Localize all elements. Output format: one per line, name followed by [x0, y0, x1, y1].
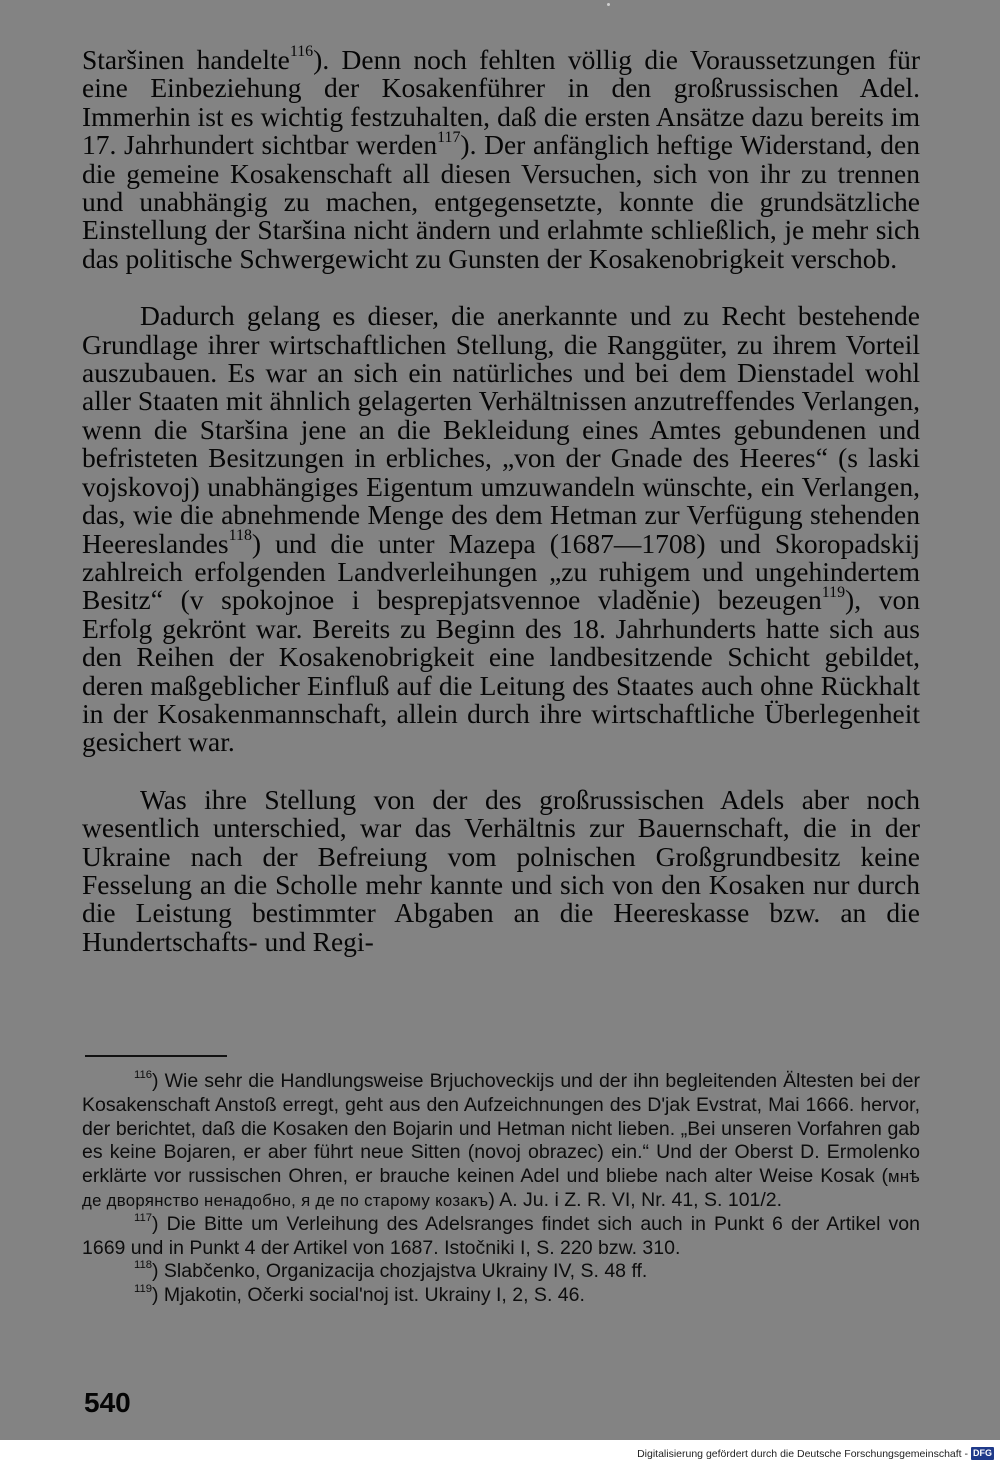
footnote-116 — [82, 1070, 920, 1213]
footnote-text: ) Wie sehr die Handlungsweise Brjuchoveckijs und der ihn begleitenden Ältesten bei der Kosakenschaft Anstoß erregt, geht aus den Aufzeichnungen des D'jak Evstrat, Mai 1666. hervor, der berichtet, daß die Kosaken den Bojarin und Hetman nicht lieben. „Bei unseren Vorfahren gab es keine Bojaren, er aber führt neue Sitten (novoj obrazec) ein.“ Und der Oberst D. Ermolenko erklärte vor russischen Ohren, er brauche keinen Adel und bliebe nach alter Weise Kosak ( — [82, 1070, 920, 1188]
text-run: ). Denn noch fehlten völlig die Voraussetzungen für eine Einbeziehung der Kosakenführer in den großrussischen Adel. Immerhin ist es wichtig festzuhalten, daß die ersten Ansätze dazu bereits im 17. Jahrhundert sichtbar werden — [82, 44, 920, 161]
footnote-ref-117: 117 — [437, 128, 461, 146]
footnote-ref-118: 118 — [228, 526, 252, 544]
body-text — [82, 43, 920, 957]
footnote-number: 116 — [134, 1068, 153, 1081]
footnote-119 — [82, 1284, 920, 1308]
footnote-ref-119: 119 — [821, 583, 846, 601]
footnotes — [82, 1070, 920, 1308]
footnote-118 — [82, 1260, 920, 1284]
footnote-number: 118 — [134, 1259, 153, 1272]
footnote-number: 119 — [134, 1282, 153, 1295]
digitization-credit — [637, 1447, 994, 1460]
footnote-cyrillic-quote: мнѣ де дворянство ненадобно, я де по старому козакъ — [82, 1167, 920, 1210]
footnote-text: ) A. Ju. i Z. R. VI, Nr. 41, S. 101/2. — [488, 1188, 783, 1211]
footnote-divider — [85, 1055, 227, 1057]
footnote-number: 117 — [134, 1211, 153, 1224]
paragraph-2 — [82, 302, 920, 757]
footnote-text: ) Die Bitte um Verleihung des Adelsranges findet sich auch in Punkt 6 der Artikel von 1669 und in Punkt 4 der Artikel von 1687. Istočniki I, S. 220 bzw. 310. — [82, 1212, 920, 1259]
dfg-logo-icon: DFG — [973, 1448, 992, 1458]
footnote-text: ) Slabčenko, Organizacija chozjajstva Ukrainy IV, S. 48 ff. — [152, 1260, 648, 1283]
footnote-text: ) Mjakotin, Očerki social'noj ist. Ukrainy I, 2, S. 46. — [152, 1284, 585, 1307]
text-run: ). Der anfänglich heftige Widerstand, den die gemeine Kosakenschaft all diesen Versuchen, sich von ihr zu trennen und unabhängig zu machen, entgegensetzte, konnte die grundsätzliche Einstellung der Staršina nicht ändern und erlahmte schließlich, je mehr sich das politische Schwergewicht zu Gunsten der Kosakenobrigkeit verschob. — [82, 129, 920, 274]
paragraph-1 — [82, 43, 920, 274]
text-run: ) und die unter Mazepa (1687—1708) und Skoropadskij zahlreich erfolgenden Landverleihungen „zu ruhigem und ungehindertem Besitz“ (v spokojnoe i besprepjatsvennoe vladěnie) bezeugen — [82, 527, 920, 616]
text-run: Dadurch gelang es dieser, die anerkannte und zu Recht bestehende Grundlage ihrer wirtschaftlichen Stellung, die Ranggüter, zu ihrem Vorteil auszubauen. Es war an sich ein natürliches und bei dem Dienstadel wohl aller Staaten mit ähnlich gelagerten Verhältnissen anzutreffendes Verlangen, wenn die Staršina jene an die Bekleidung eines Amtes gebundenen und befristeten Besitzungen in erbliches, „von der Gnade des Heeres“ (s laski vojskovoj) unabhängiges Eigentum umzuwandeln wünschte, ein Verlangen, das, wie die abnehmende Menge des dem Hetman zur Verfügung stehenden Heereslandes — [82, 300, 920, 559]
credit-text: Digitalisierung gefördert durch die Deutsche Forschungsgemeinschaft - — [637, 1447, 968, 1460]
footnote-ref-116: 116 — [289, 43, 314, 61]
scan-speck — [607, 3, 610, 6]
footnote-117 — [82, 1213, 920, 1261]
page-number: 540 — [84, 1387, 131, 1418]
paragraph-3: Was ihre Stellung von der des großrussischen Adels aber noch wesentlich unterschied, war das Verhältnis zur Bauernschaft, die in der Ukraine nach der Befreiung vom polnischen Großgrundbesitz keine Fesselung an die Scholle mehr kannte und sich von den Kosaken nur durch die Leistung bestimmter Abgaben an die Heereskasse bzw. an die Hundertschafts- und Regi- — [82, 783, 920, 957]
text-run: ), von Erfolg gekrönt war. Bereits zu Beginn des 18. Jahrhunderts hatte sich aus den Reihen der Kosakenobrigkeit eine landbesitzende Schicht gebildet, deren maßgeblicher Einfluß auf die Leitung des Staates auch ohne Rückhalt in der Kosakenmannschaft, allein durch ihre wirtschaftliche Überlegenheit gesichert war. — [82, 584, 920, 758]
text-run: Staršinen handelte — [82, 44, 290, 75]
